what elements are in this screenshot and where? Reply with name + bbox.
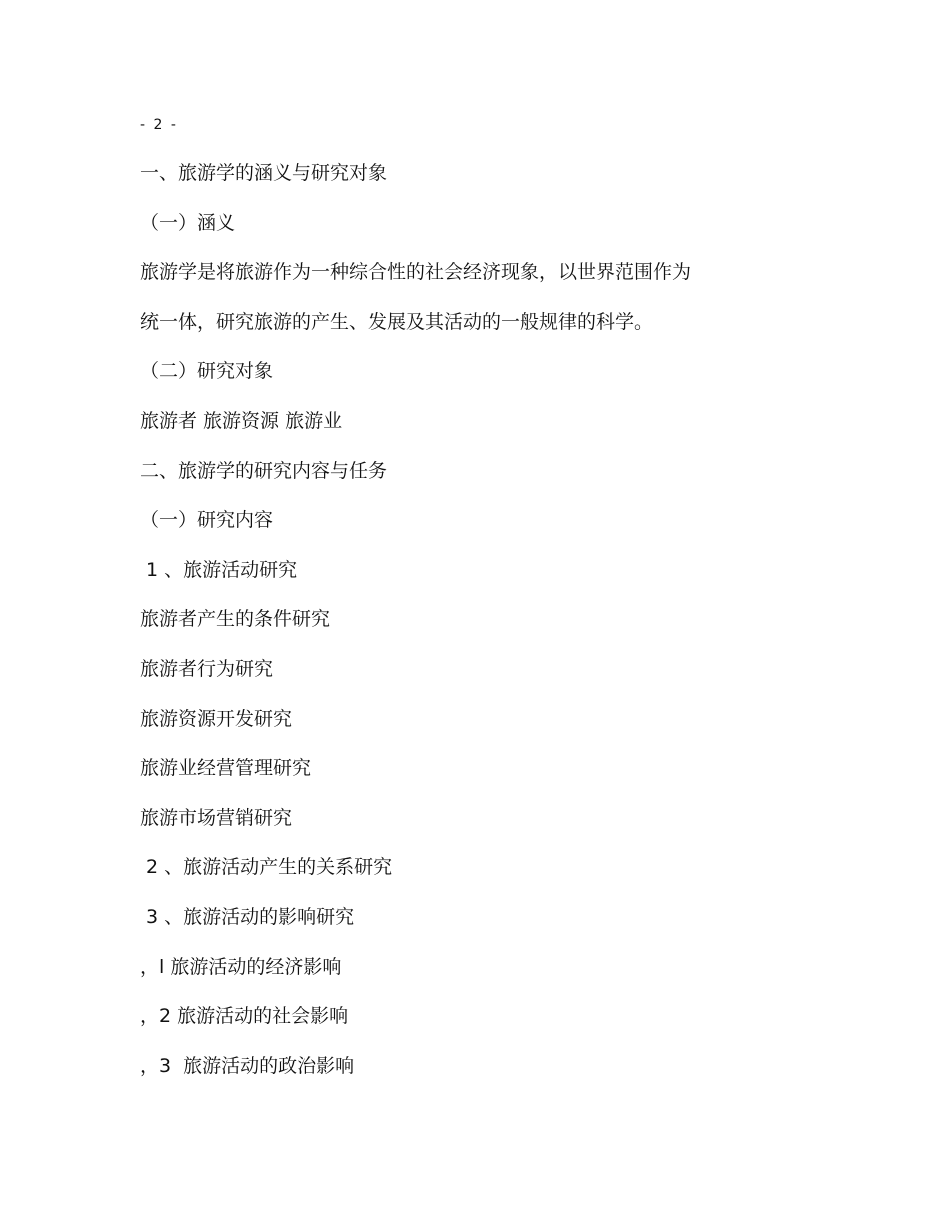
subsection-heading: （一）研究内容 [140,509,274,532]
list-heading: 1 、旅游活动研究 [140,558,298,581]
list-heading: 3 、旅游活动的影响研究 [140,905,355,928]
section-heading: 二、旅游学的研究内容与任务 [140,459,388,482]
list-heading: 2 、旅游活动产生的关系研究 [140,856,393,879]
list-item: 旅游者产生的条件研究 [140,608,331,631]
subsection-heading: （一）涵义 [140,211,236,234]
list-item: 旅游资源开发研究 [140,707,293,730]
paragraph-line: 统一体，研究旅游的产生、发展及其活动的一般规律的科学。 [140,310,654,333]
paragraph-line: 旅游学是将旅游作为一种综合性的社会经济现象，以世界范围作为 [140,261,692,284]
page-number: - 2 - [140,117,178,133]
paragraph-line: 旅游者 旅游资源 旅游业 [140,409,343,432]
list-item: ，2 旅游活动的社会影响 [140,1005,349,1028]
section-heading: 一、旅游学的涵义与研究对象 [140,162,388,184]
list-item: 旅游市场营销研究 [140,806,293,829]
subsection-heading: （二）研究对象 [140,360,274,383]
list-item: ，3 旅游活动的政治影响 [140,1054,355,1077]
list-item: ，l 旅游活动的经济影响 [140,955,342,978]
list-item: 旅游业经营管理研究 [140,757,312,780]
list-item: 旅游者行为研究 [140,657,274,680]
document-body [140,160,840,1102]
